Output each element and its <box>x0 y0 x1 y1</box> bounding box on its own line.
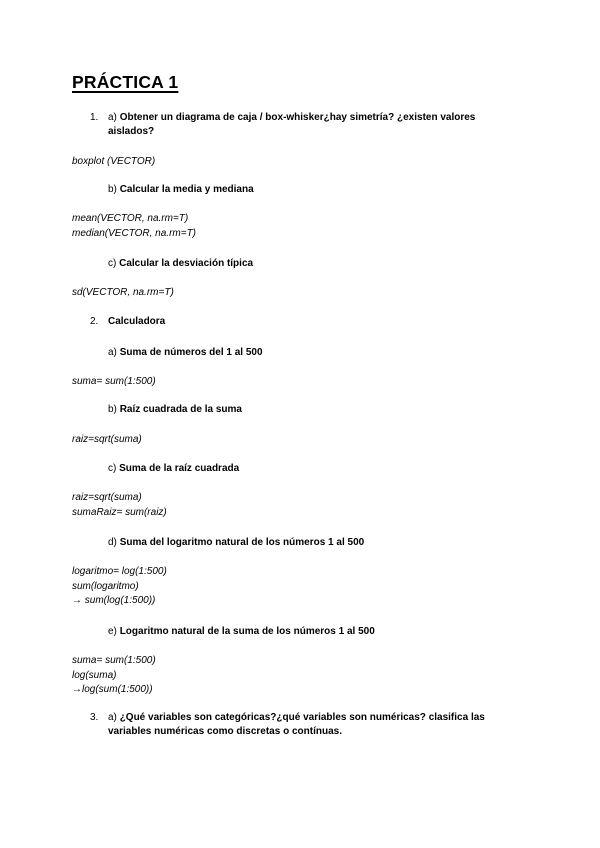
item-1c-heading <box>108 258 253 269</box>
item-1b-heading <box>108 184 254 195</box>
code-block-1c <box>72 286 174 301</box>
item-1b-letter: b) <box>108 184 117 195</box>
code-line: logaritmo= log(1:500) <box>72 566 167 577</box>
code-line: suma= sum(1:500) <box>72 376 156 387</box>
code-block-2e <box>72 654 156 698</box>
item-1a-letter: a) <box>108 112 117 123</box>
code-line: mean(VECTOR, na.rm=T) <box>72 213 189 224</box>
item-1a-text-line2: aislados? <box>108 126 155 137</box>
item-3a-text-line1: ¿Qué variables son categóricas?¿qué variables son numéricas? clasifica las <box>119 712 485 723</box>
code-block-2a <box>72 375 156 390</box>
item-2d-heading <box>108 537 364 548</box>
item-2a-letter: a) <box>108 347 117 358</box>
code-line: sumaRaiz= sum(raiz) <box>72 506 167 518</box>
item-1c-text: Calcular la desviación típica <box>119 258 254 269</box>
code-block-1a <box>72 155 155 170</box>
item-3a-letter: a) <box>108 712 117 723</box>
code-line: median(VECTOR, na.rm=T) <box>72 227 197 239</box>
code-block-2d <box>72 565 167 609</box>
item-2c-heading <box>108 463 239 474</box>
code-line: raiz=sqrt(suma) <box>72 434 142 445</box>
page-title: PRÁCTICA 1 <box>72 72 179 92</box>
code-line: →log(sum(1:500)) <box>72 684 153 695</box>
item-2a-heading <box>108 347 263 358</box>
list-number-3: 3. <box>90 712 99 723</box>
list-number-2: 2. <box>90 316 99 327</box>
item-2b-text: Raíz cuadrada de la suma <box>119 404 242 415</box>
item-3a-heading <box>108 712 485 723</box>
item-1b-text: Calcular la media y mediana <box>119 184 254 195</box>
code-line: sd(VECTOR, na.rm=T) <box>72 287 174 298</box>
item-1a-text-line1: Obtener un diagrama de caja / box-whisker¿hay simetría? ¿existen valores <box>119 112 476 123</box>
code-block-2c <box>72 491 167 520</box>
item-2b-letter: b) <box>108 404 117 415</box>
item-2b-heading <box>108 404 242 415</box>
code-line: log(suma) <box>72 669 117 681</box>
item-2-heading: Calculadora <box>108 316 166 327</box>
item-2e-text: Logaritmo natural de la suma de los números 1 al 500 <box>119 626 375 637</box>
code-line: boxplot (VECTOR) <box>72 156 156 167</box>
code-line: raiz=sqrt(suma) <box>72 492 142 503</box>
item-2e-heading <box>108 626 375 637</box>
code-line: suma= sum(1:500) <box>72 655 156 666</box>
list-number-1: 1. <box>90 112 99 123</box>
item-1c-letter: c) <box>108 258 117 269</box>
item-2e-letter: e) <box>108 626 117 637</box>
item-3a-text-line2: variables numéricas como discretas o contínuas. <box>108 726 342 737</box>
item-2d-text: Suma del logaritmo natural de los números 1 al 500 <box>119 537 365 548</box>
code-line: → sum(log(1:500)) <box>72 595 156 606</box>
code-block-2b <box>72 433 142 448</box>
code-line: sum(logaritmo) <box>72 580 139 592</box>
item-1a-heading <box>108 112 475 123</box>
item-2d-letter: d) <box>108 537 117 548</box>
item-2a-text: Suma de números del 1 al 500 <box>119 347 263 358</box>
item-2c-letter: c) <box>108 463 117 474</box>
item-2c-text: Suma de la raíz cuadrada <box>119 463 240 474</box>
code-block-1b <box>72 212 196 241</box>
